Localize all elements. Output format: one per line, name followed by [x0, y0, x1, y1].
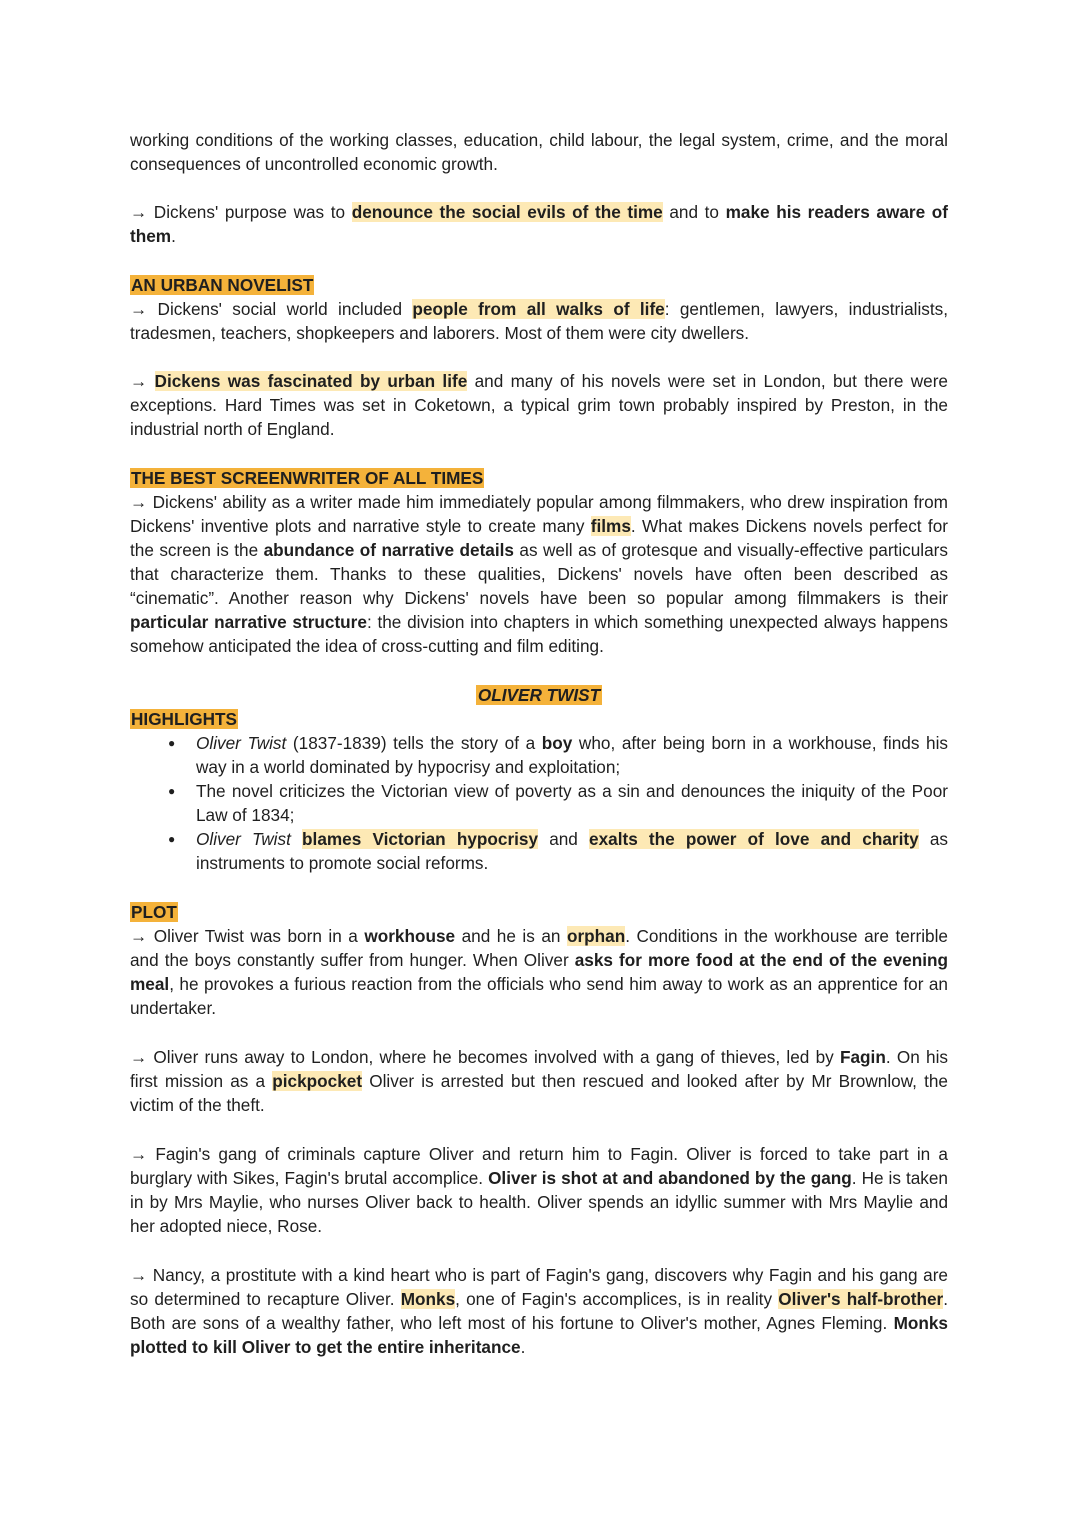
bullet-icon: ● — [168, 832, 176, 846]
text-run: : gentlemen, lawyers, industrialists, tradesmen, teachers, shopkeepers and laborers. Most of them were city dwellers. — [130, 299, 948, 343]
highlighted-phrase: Oliver's half-brother — [778, 1289, 944, 1309]
intro-paragraph-2 — [130, 200, 948, 248]
text-run: and he is an — [455, 926, 567, 946]
bullet-icon: ● — [168, 736, 176, 750]
bold-phrase: boy — [541, 733, 573, 753]
section-heading-plot — [130, 900, 948, 924]
urban-paragraph-2 — [130, 369, 948, 441]
text-run: . He is taken in by Mrs Maylie, who nurses Oliver back to health. Oliver spends an idyllic summer with Mrs Maylie and her adopted niece, Rose. — [130, 1168, 948, 1236]
bold-phrase: Oliver is shot at and abandoned by the gang — [488, 1168, 852, 1188]
highlights-list — [130, 731, 948, 875]
text-run: → Oliver runs away to London, where he becomes involved with a gang of thieves, led by — [130, 1047, 840, 1067]
section-heading-screenwriter — [130, 466, 948, 490]
bullet-icon: ● — [168, 784, 176, 798]
text-run: : the division into chapters in which something unexpected always happens somehow anticipated the idea of cross-cutting and film editing. — [130, 612, 948, 656]
text-run: who, after being born in a workhouse, finds his way in a world dominated by hypocrisy and exploitation; — [196, 733, 948, 777]
bold-phrase: Fagin — [839, 1047, 886, 1067]
text-run: → Fagin's gang of criminals capture Oliver and return him to Fagin. Oliver is forced to take part in a burglary with Sikes, Fagin's brutal accomplice. — [130, 1144, 948, 1188]
text-run: → — [130, 371, 155, 391]
text-run — [291, 829, 302, 849]
text-run: (1837-1839) tells the story of a — [286, 733, 542, 753]
bold-phrase: abundance of narrative details — [263, 540, 514, 560]
text-run: → Dickens' ability as a writer made him immediately popular among filmmakers, who drew inspiration from Dickens' inventive plots and narrative style to create many — [130, 492, 948, 536]
plot-paragraph-4 — [130, 1263, 948, 1359]
text-run: Oliver is arrested but then rescued and looked after by Mr Brownlow, the victim of the theft. — [130, 1071, 948, 1115]
title-label: OLIVER TWIST — [477, 685, 601, 705]
bold-phrase: asks for more food at the end of the evening meal — [130, 950, 948, 994]
italic-title: Oliver Twist — [196, 829, 291, 849]
text-run: . What makes Dickens novels perfect for the screen is the — [130, 516, 948, 560]
text-run: → Dickens' purpose was to — [130, 202, 352, 222]
bold-phrase: Monks plotted to kill Oliver to get the entire inheritance — [130, 1313, 948, 1357]
bold-phrase: make his readers aware of them — [130, 202, 948, 246]
heading-label: HIGHLIGHTS — [131, 709, 237, 729]
heading-label: AN URBAN NOVELIST — [131, 275, 314, 295]
italic-title: Oliver Twist — [196, 733, 287, 753]
text-run: , one of Fagin's accomplices, is in reality — [455, 1289, 779, 1309]
list-item — [168, 827, 948, 875]
list-item — [168, 731, 948, 779]
text-run: and to — [662, 202, 726, 222]
text-run: , he provokes a furious reaction from the officials who send him away to work as an apprentice for an undertaker. — [130, 974, 948, 1018]
text-run: and — [538, 829, 590, 849]
plot-paragraph-3 — [130, 1142, 948, 1238]
highlighted-phrase: exalts the power of love and charity — [589, 829, 919, 849]
section-heading-highlights — [130, 707, 948, 731]
highlighted-phrase: films — [590, 516, 631, 536]
text-run: as well as of grotesque and visually-effective particulars that characterize them. Thanks to these qualities, Dickens' novels have often been described as “cinematic”. Another reason why Dickens' novels have been so popular among filmmakers is their — [130, 540, 948, 608]
highlighted-phrase: Dickens was fascinated by urban life — [154, 371, 468, 391]
list-item — [168, 779, 948, 827]
highlighted-phrase: denounce the social evils of the time — [351, 202, 663, 222]
text-run: . — [520, 1337, 526, 1357]
highlighted-phrase: pickpocket — [272, 1071, 363, 1091]
section-heading-urban — [130, 273, 948, 297]
screen-paragraph-1 — [130, 490, 948, 658]
plot-paragraph-2 — [130, 1045, 948, 1117]
plot-paragraph-1 — [130, 924, 948, 1020]
oliver-twist-title — [130, 683, 948, 707]
urban-paragraph-1 — [130, 297, 948, 345]
text-run: and many of his novels were set in London, but there were exceptions. Hard Times was set in Coketown, a typical grim town probably inspired by Preston, in the industrial north of England. — [130, 371, 948, 439]
text-run: . — [171, 226, 176, 246]
text-run: . Both are sons of a wealthy father, who left most of his fortune to Oliver's mother, Agnes Fleming. — [130, 1289, 948, 1333]
highlighted-phrase: blames Victorian hypocrisy — [302, 829, 539, 849]
text-run: → Nancy, a prostitute with a kind heart who is part of Fagin's gang, discovers why Fagin and his gang are so determined to recapture Oliver. — [130, 1265, 948, 1309]
highlighted-phrase: orphan — [566, 926, 626, 946]
intro-paragraph-1: working conditions of the working classes, education, child labour, the legal system, crime, and the moral consequences of uncontrolled economic growth. — [130, 130, 948, 174]
bold-phrase: workhouse — [364, 926, 456, 946]
text-run: . Conditions in the workhouse are terrible and the boys constantly suffer from hunger. When Oliver — [130, 926, 948, 970]
text-run: → Dickens' social world included — [130, 299, 413, 319]
text-run: . On his first mission as a — [130, 1047, 948, 1091]
bold-phrase: particular narrative structure — [130, 612, 367, 632]
document-page — [130, 128, 948, 1359]
highlighted-phrase: Monks — [400, 1289, 456, 1309]
text-run: The novel criticizes the Victorian view of poverty as a sin and denounces the iniquity of the Poor Law of 1834; — [196, 781, 948, 825]
text-run: → Oliver Twist was born in a — [130, 926, 365, 946]
highlighted-phrase: people from all walks of life — [412, 299, 665, 319]
heading-label: THE BEST SCREENWRITER OF ALL TIMES — [131, 468, 484, 488]
heading-label: PLOT — [131, 902, 177, 922]
text-run: as instruments to promote social reforms. — [196, 829, 948, 873]
